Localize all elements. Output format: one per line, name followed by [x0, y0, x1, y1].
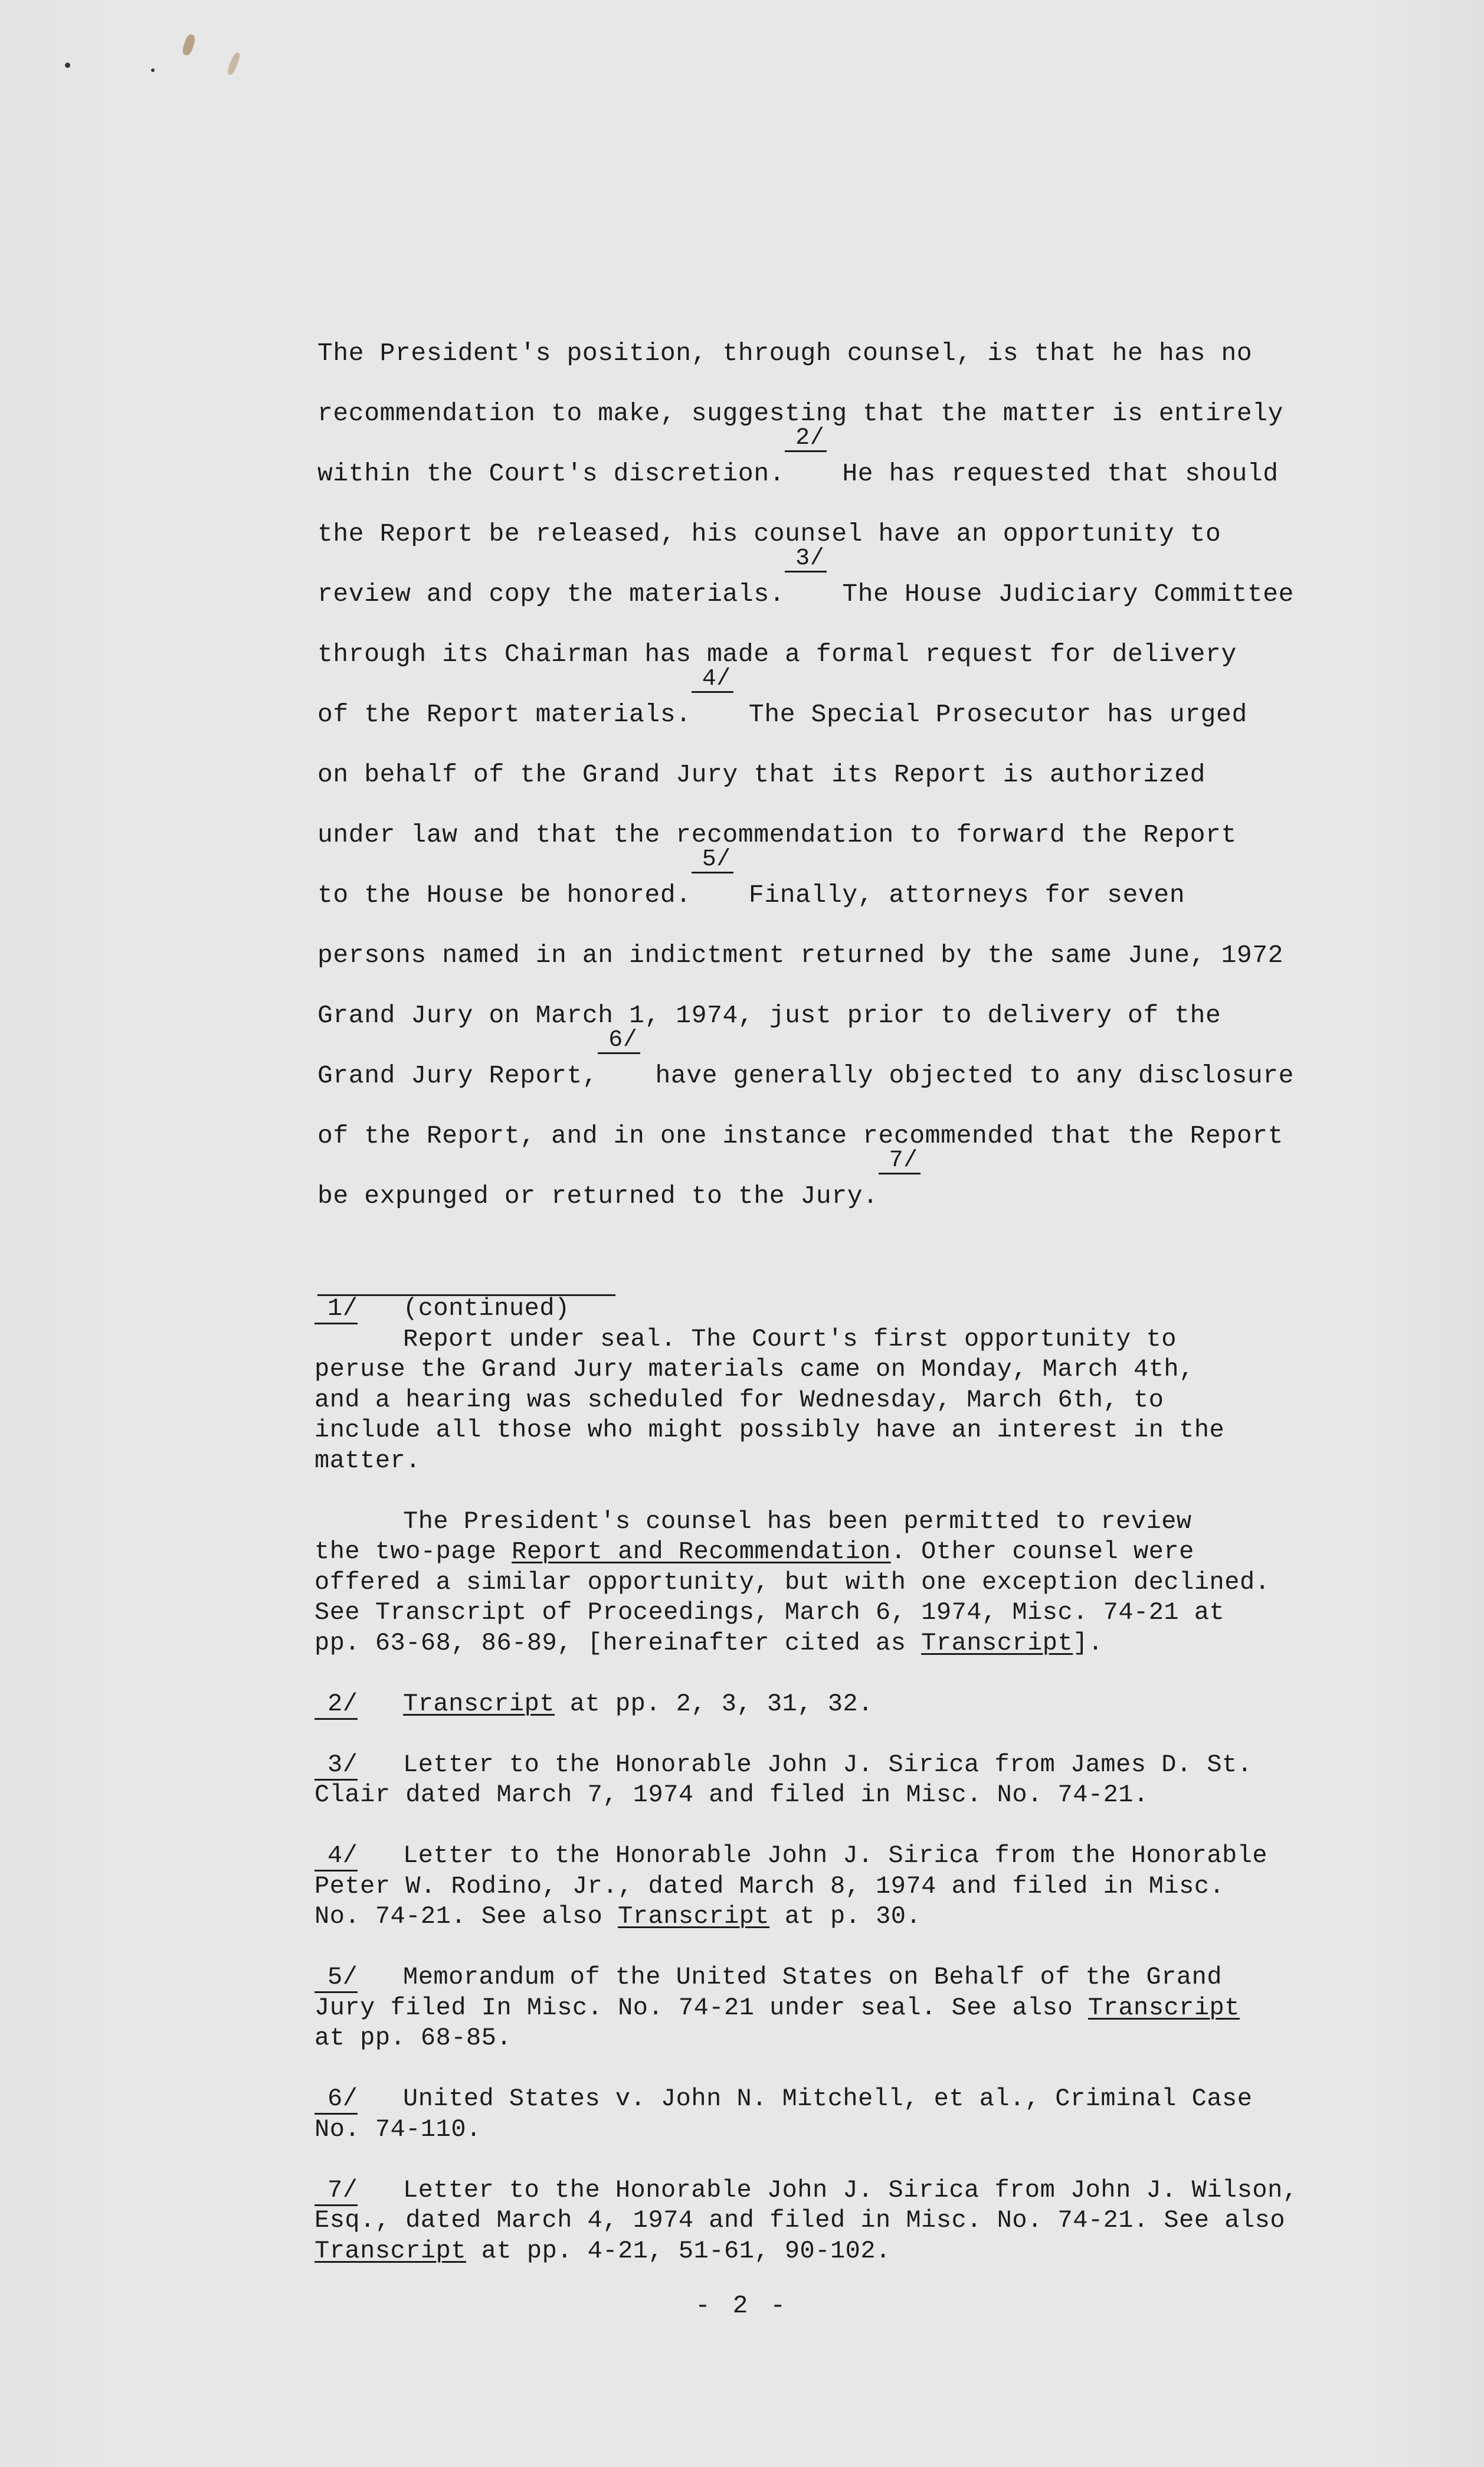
spacer [315, 2054, 1377, 2085]
footnote-reference[interactable]: 6/ [598, 1029, 640, 1054]
text-segment: at pp. 4-21, 51-61, 90-102. [466, 2236, 891, 2265]
text-line [317, 1147, 1344, 1226]
footnote-line [315, 1415, 1377, 1446]
text-line [317, 425, 1344, 504]
footnote-line [315, 1385, 1377, 1416]
footnote-line [315, 1628, 1377, 1659]
footnote-line [315, 2236, 1377, 2267]
text-segment: offered a similar opportunity, but with one exception declined. [315, 1568, 1270, 1596]
paper-speck [65, 63, 70, 68]
text-segment: the Report be released, his counsel have an opportunity to [317, 519, 1221, 548]
footnote-line [315, 2206, 1377, 2236]
text-segment: be expunged or returned to the Jury. [317, 1182, 879, 1210]
footnote-7 [315, 2175, 1377, 2206]
footnote-reference[interactable]: 5/ [692, 848, 733, 873]
footnote-1 [315, 1294, 1377, 1324]
footnote-line [315, 1902, 1377, 1932]
text-segment: through its Chairman has made a formal request for delivery [317, 640, 1237, 669]
text-segment: No. 74-110. [315, 2115, 481, 2144]
text-segment: Jury filed In Misc. No. 74-21 under seal. See also [315, 1993, 1088, 2022]
text-segment: the two-page [315, 1537, 512, 1566]
footnote-reference[interactable]: 7/ [879, 1149, 920, 1174]
underlined-title: Report and Recommendation [512, 1537, 891, 1566]
text-segment: Esq., dated March 4, 1974 and filed in Misc. No. 74-21. See also [315, 2206, 1286, 2234]
underlined-title: Transcript [403, 1689, 555, 1718]
page-number: - 2 - [695, 2291, 789, 2320]
text-segment: The House Judiciary Committee [842, 580, 1295, 608]
text-segment: Letter to the Honorable John J. Sirica from James D. St. [403, 1750, 1253, 1779]
paper-stain [226, 51, 241, 76]
text-segment: Report under seal. The Court's first opportunity to [403, 1324, 1177, 1353]
text-segment: Letter to the Honorable John J. Sirica from the Honorable [403, 1841, 1268, 1870]
underlined-title: Transcript [315, 2236, 467, 2265]
text-segment: pp. 63-68, 86-89, [hereinafter cited as [315, 1628, 922, 1657]
text-line [317, 846, 1344, 925]
footnote-4 [315, 1841, 1377, 1871]
footnote-line [315, 1598, 1377, 1628]
spacer [315, 1932, 1377, 1963]
text-segment: . Other counsel were [890, 1537, 1194, 1566]
text-line [317, 384, 1344, 444]
footnote-reference[interactable]: 2/ [785, 427, 827, 452]
text-segment: No. 74-21. See also [315, 1902, 618, 1931]
text-segment: Grand Jury Report, [317, 1061, 598, 1090]
footnote-line [315, 2115, 1377, 2145]
text-segment: Finally, attorneys for seven [748, 881, 1185, 909]
text-segment: Letter to the Honorable John J. Sirica from John J. Wilson, [403, 2175, 1298, 2204]
text-segment: Grand Jury on March 1, 1974, just prior to delivery of the [317, 1001, 1221, 1030]
text-segment: The President's counsel has been permitted to review [403, 1507, 1192, 1536]
text-segment: Clair dated March 7, 1974 and filed in Misc. No. 74-21. [315, 1781, 1149, 1809]
text-segment: Memorandum of the United States on Behalf of the Grand [403, 1963, 1223, 1991]
text-segment: Peter W. Rodino, Jr., dated March 8, 1974 and filed in Misc. [315, 1871, 1225, 1900]
text-segment: peruse the Grand Jury materials came on Monday, March 4th, [315, 1355, 1194, 1383]
footnote-reference[interactable]: 4/ [692, 668, 733, 693]
underlined-title: Transcript [1087, 1993, 1240, 2022]
text-segment: have generally objected to any disclosure [655, 1061, 1295, 1090]
text-line [317, 745, 1344, 805]
text-line [317, 323, 1344, 384]
text-segment: He has requested that should [842, 459, 1279, 488]
spacer [315, 1476, 1377, 1507]
spacer [315, 2145, 1377, 2175]
footnote-line [315, 1354, 1377, 1385]
footnote-line [315, 1324, 1377, 1355]
footnote-number: 4/ [315, 1841, 403, 1871]
paper-stain [181, 33, 196, 56]
text-segment: under law and that the recommendation to forward the Report [317, 820, 1237, 849]
footnote-line [315, 1507, 1377, 1537]
text-segment: at pp. 68-85. [315, 2024, 512, 2052]
footnote-line [315, 1871, 1377, 1902]
footnote-line [315, 2023, 1377, 2054]
footnotes [315, 1294, 1377, 2266]
text-line [317, 545, 1344, 624]
footnote-line [315, 1568, 1377, 1598]
underlined-title: Transcript [618, 1902, 770, 1931]
underlined-title: Transcript [921, 1628, 1073, 1657]
text-line [317, 805, 1344, 865]
text-segment: include all those who might possibly have an interest in the [315, 1416, 1225, 1444]
spacer [315, 1658, 1377, 1689]
footnote-number: 5/ [315, 1962, 403, 1993]
footnote-line [315, 1537, 1377, 1568]
footnote-number: 6/ [315, 2084, 403, 2115]
text-line [317, 1027, 1344, 1106]
text-segment: within the Court's discretion. [317, 459, 785, 488]
footnote-number: 1/ [315, 1294, 403, 1324]
text-segment: recommendation to make, suggesting that the matter is entirely [317, 399, 1284, 428]
text-segment: and a hearing was scheduled for Wednesday, March 6th, to [315, 1385, 1164, 1414]
text-segment: United States v. John N. Mitchell, et al., Criminal Case [403, 2085, 1253, 2113]
text-line [317, 666, 1344, 745]
footnote-line [315, 1446, 1377, 1477]
text-segment: at pp. 2, 3, 31, 32. [555, 1689, 873, 1718]
text-segment: See Transcript of Proceedings, March 6, 1974, Misc. 74-21 at [315, 1598, 1225, 1627]
text-segment: matter. [315, 1446, 421, 1475]
text-segment: persons named in an indictment returned by the same June, 1972 [317, 941, 1284, 970]
text-line [317, 504, 1344, 564]
footnote-reference[interactable]: 3/ [785, 547, 827, 572]
footnote-5 [315, 1962, 1377, 1993]
spacer [315, 1719, 1377, 1750]
text-segment: on behalf of the Grand Jury that its Report is authorized [317, 760, 1206, 789]
footnote-line [315, 1780, 1377, 1811]
spacer [315, 1811, 1377, 1841]
text-segment: of the Report materials. [317, 700, 692, 729]
text-line [317, 624, 1344, 685]
paper-speck [151, 68, 155, 72]
footnote-number: 3/ [315, 1750, 403, 1781]
footnote-number: 2/ [315, 1689, 403, 1720]
text-segment: to the House be honored. [317, 881, 692, 909]
main-paragraph [317, 323, 1344, 1226]
footnote-6 [315, 2084, 1377, 2115]
text-segment: ]. [1073, 1628, 1103, 1657]
text-segment: The President's position, through counsel, is that he has no [317, 339, 1253, 368]
text-line [317, 986, 1344, 1046]
text-line [317, 1106, 1344, 1166]
text-segment: at p. 30. [769, 1902, 922, 1931]
footnote-number: 7/ [315, 2175, 403, 2206]
footnote-3 [315, 1750, 1377, 1781]
text-segment: The Special Prosecutor has urged [748, 700, 1247, 729]
footnote-continued-label: (continued) [403, 1294, 570, 1323]
footnote-2 [315, 1689, 1377, 1720]
text-line [317, 925, 1344, 986]
text-segment: of the Report, and in one instance recommended that the Report [317, 1121, 1284, 1150]
footnote-line [315, 1993, 1377, 2024]
text-segment: review and copy the materials. [317, 580, 785, 608]
